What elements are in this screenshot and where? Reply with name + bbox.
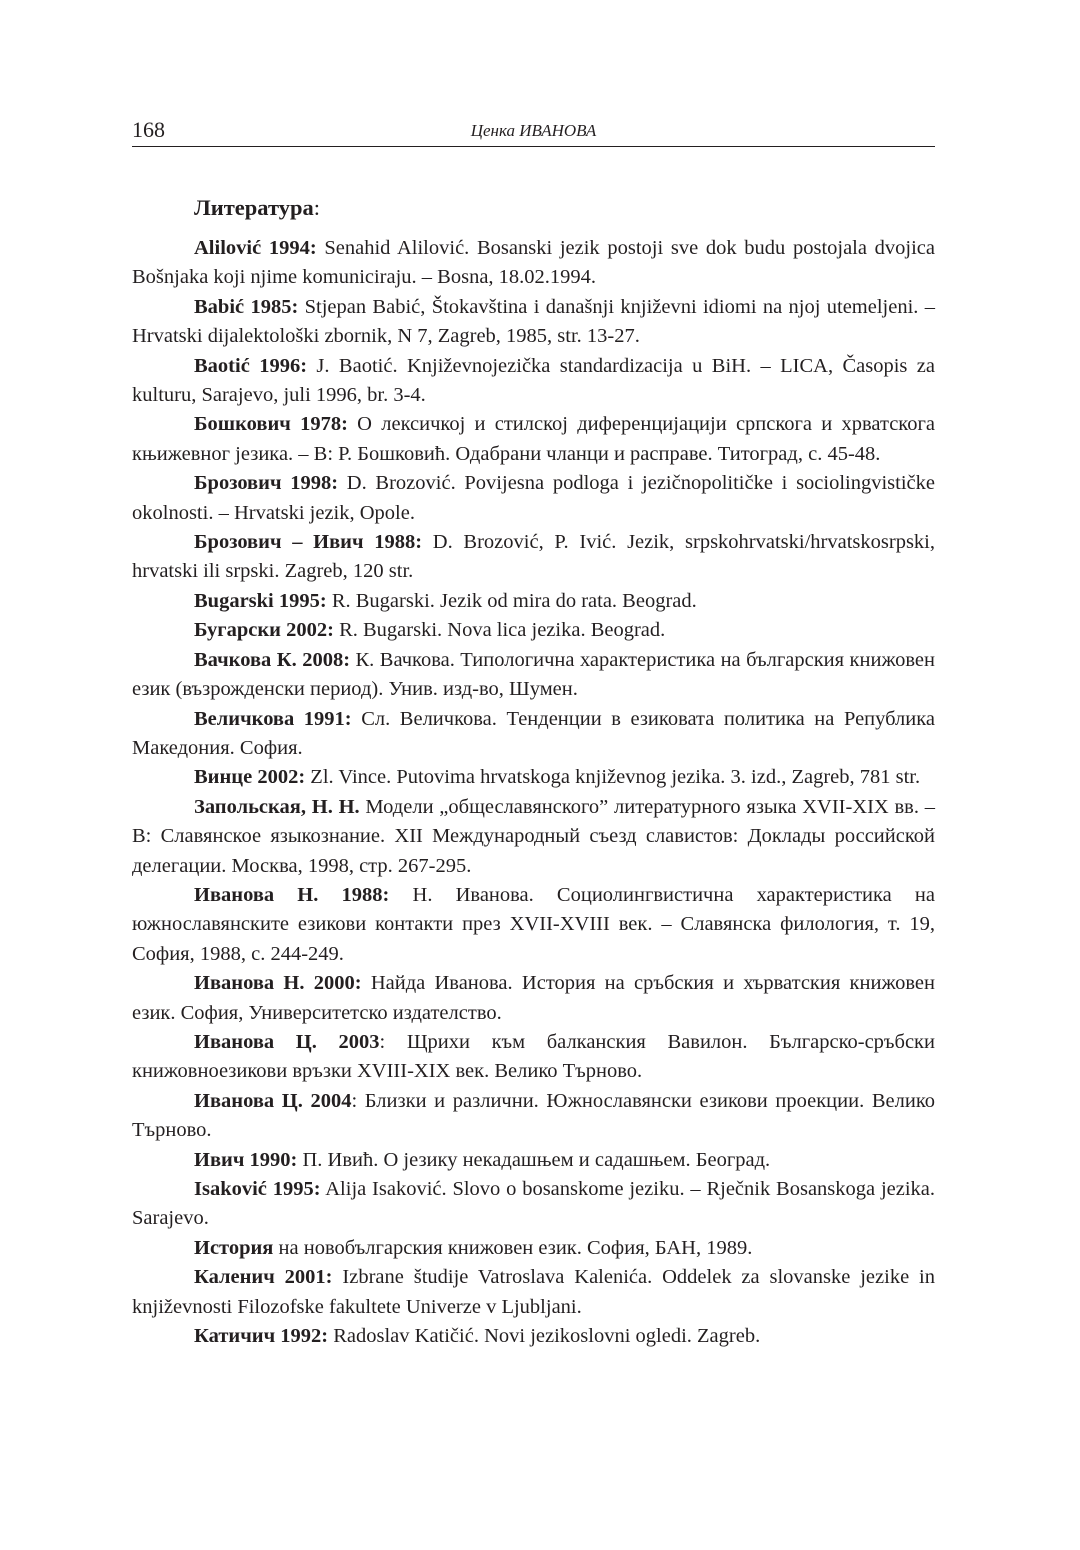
reference-text: R. Bugarski. Nova lica jezika. Beograd. — [333, 619, 666, 642]
section-heading-text: Литература — [194, 195, 314, 220]
reference-entry — [132, 1175, 935, 1234]
reference-key: Isaković 1995: — [194, 1178, 321, 1200]
reference-entry — [132, 234, 935, 293]
running-head — [132, 116, 935, 147]
reference-entry — [132, 793, 935, 881]
reference-key: Иванова Ц. 2003 — [194, 1030, 380, 1053]
reference-text: О лексичкој и стилској диференцијацији српскога и хрватскога књижевног језика. – В: Р. Бошковић. Одабрани чланци и расправе. Титоград, с. 45-48. — [132, 413, 935, 465]
reference-text: Найда Иванова. История на сръбския и хърватския книжовен език. София, Университетско издателство. — [132, 972, 935, 1024]
section-heading-colon: : — [313, 195, 320, 220]
reference-entry — [132, 1087, 935, 1146]
reference-key: Bugarski 1995: — [194, 589, 327, 612]
reference-key: Иванова Н. 1988: — [194, 883, 390, 906]
reference-entry — [132, 1322, 935, 1351]
reference-text: Сл. Величкова. Тенденции в езиковата политика на Република Македония. София. — [132, 707, 935, 759]
reference-entry — [132, 293, 935, 352]
reference-key: Величкова 1991: — [194, 707, 352, 730]
reference-key: История — [194, 1236, 274, 1259]
reference-key: Бугарски 2002: — [194, 619, 334, 642]
reference-text: Zl. Vince. Putovima hrvatskoga književnog jezika. 3. izd., Zagreb, 781 str. — [305, 766, 921, 789]
reference-key: Каленич 2001: — [194, 1266, 333, 1289]
reference-entry — [132, 646, 935, 705]
reference-entry — [132, 410, 935, 469]
reference-text: Radoslav Katičić. Novi jezikoslovni ogledi. Zagreb. — [328, 1325, 761, 1348]
reference-entry — [132, 763, 935, 792]
reference-entry — [132, 469, 935, 528]
reference-text: Alija Isaković. Slovo o bosanskome jeziku. – Rječnik Bosanskoga jezika. Sarajevo. — [132, 1178, 936, 1230]
reference-entry — [132, 1234, 935, 1263]
reference-key: Бошкович 1978: — [194, 413, 348, 436]
reference-text: К. Вачкова. Типологична характеристика на българския книжовен език (възрожденски период). Унив. изд-во, Шумен. — [132, 648, 935, 701]
reference-key: Ивич 1990: — [194, 1148, 298, 1171]
reference-key: Baotić 1996: — [194, 354, 308, 377]
reference-entry — [132, 616, 935, 645]
page-number: 168 — [132, 117, 165, 142]
reference-entry — [132, 528, 935, 587]
reference-text: R. Bugarski. Jezik od mira do rata. Beograd. — [326, 589, 697, 612]
reference-text: D. Brozović. Povijesna podloga i jezičnopolitičke i sociolingvističke okolnosti. – Hrvatski jezik, Opole. — [132, 472, 935, 524]
reference-text: П. Ивић. О језику некадашњем и садашњем. Београд. — [297, 1148, 771, 1171]
reference-entry — [132, 352, 935, 411]
reference-list — [132, 234, 935, 1351]
reference-key: Брозович – Ивич 1988: — [194, 531, 423, 554]
reference-entry — [132, 587, 935, 616]
reference-text: Модели „общеславянского” литературного языка XVII-XIX вв. – В: Славянское языкознание. XII Международный съезд славистов: Доклады российской делегации. Москва, 1998, стр. 267-295. — [132, 795, 935, 877]
reference-text: D. Brozović, P. Ivić. Jezik, srpskohrvatski/hrvatskosrpski, hrvatski ili srpski. Zagreb, 120 str. — [132, 531, 935, 583]
running-head-author: Ценка ИВАНОВА — [470, 121, 597, 140]
reference-text: на новобългарския книжовен език. София, БАН, 1989. — [273, 1236, 753, 1259]
reference-key: Винце 2002: — [194, 766, 306, 789]
reference-key: Иванова Н. 2000: — [194, 972, 362, 995]
reference-text: Н. Иванова. Социолингвистична характеристика на южнославянските езикови контакти през XVII-XVIII век. – Славянска филология, т. 19, София, 1988, с. 244-249. — [132, 883, 935, 965]
reference-entry — [132, 1263, 935, 1322]
reference-entry — [132, 1146, 935, 1175]
reference-key: Alilović 1994: — [194, 237, 317, 259]
reference-key: Babić 1985: — [194, 295, 299, 318]
reference-text: : Щрихи към балканския Вавилон. Българско-сръбски книжовноезикови връзки XVIII-XIX век. Велико Търново. — [132, 1030, 935, 1083]
reference-text: : Близки и различни. Южнославянски езикови проекции. Велико Търново. — [132, 1089, 935, 1142]
reference-text: Izbrane študije Vatroslava Kalenića. Oddelek za slovanske jezike in književnosti Filozofske fakultete Univerze v Ljubljani. — [132, 1266, 935, 1318]
reference-entry — [132, 705, 935, 764]
reference-entry — [132, 969, 935, 1028]
reference-text: J. Baotić. Književnojezička standardizacija u BiH. – LICA, Časopis za kulturu, Sarajevo, juli 1996, br. 3-4. — [132, 354, 935, 407]
reference-key: Катичич 1992: — [194, 1325, 329, 1348]
reference-key: Иванова Ц. 2004 — [194, 1089, 352, 1112]
reference-key: Вачкова К. 2008: — [194, 648, 351, 671]
section-heading — [194, 193, 320, 223]
reference-text: Senahid Alilović. Bosanski jezik postoji sve dok budu postojala dvojica Bošnjaka koji njime komuniciraju. – Bosna, 18.02.1994. — [132, 237, 935, 289]
reference-key: Брозович 1998: — [194, 472, 339, 495]
reference-entry — [132, 1028, 935, 1087]
reference-text: Stjepan Babić, Štokavština i današnji književni idiomi na njoj utemeljeni. – Hrvatski dijalektološki zbornik, N 7, Zagreb, 1985, str. 13-27. — [132, 295, 935, 348]
reference-key: Запольская, Н. Н. — [194, 795, 360, 818]
reference-entry — [132, 881, 935, 969]
